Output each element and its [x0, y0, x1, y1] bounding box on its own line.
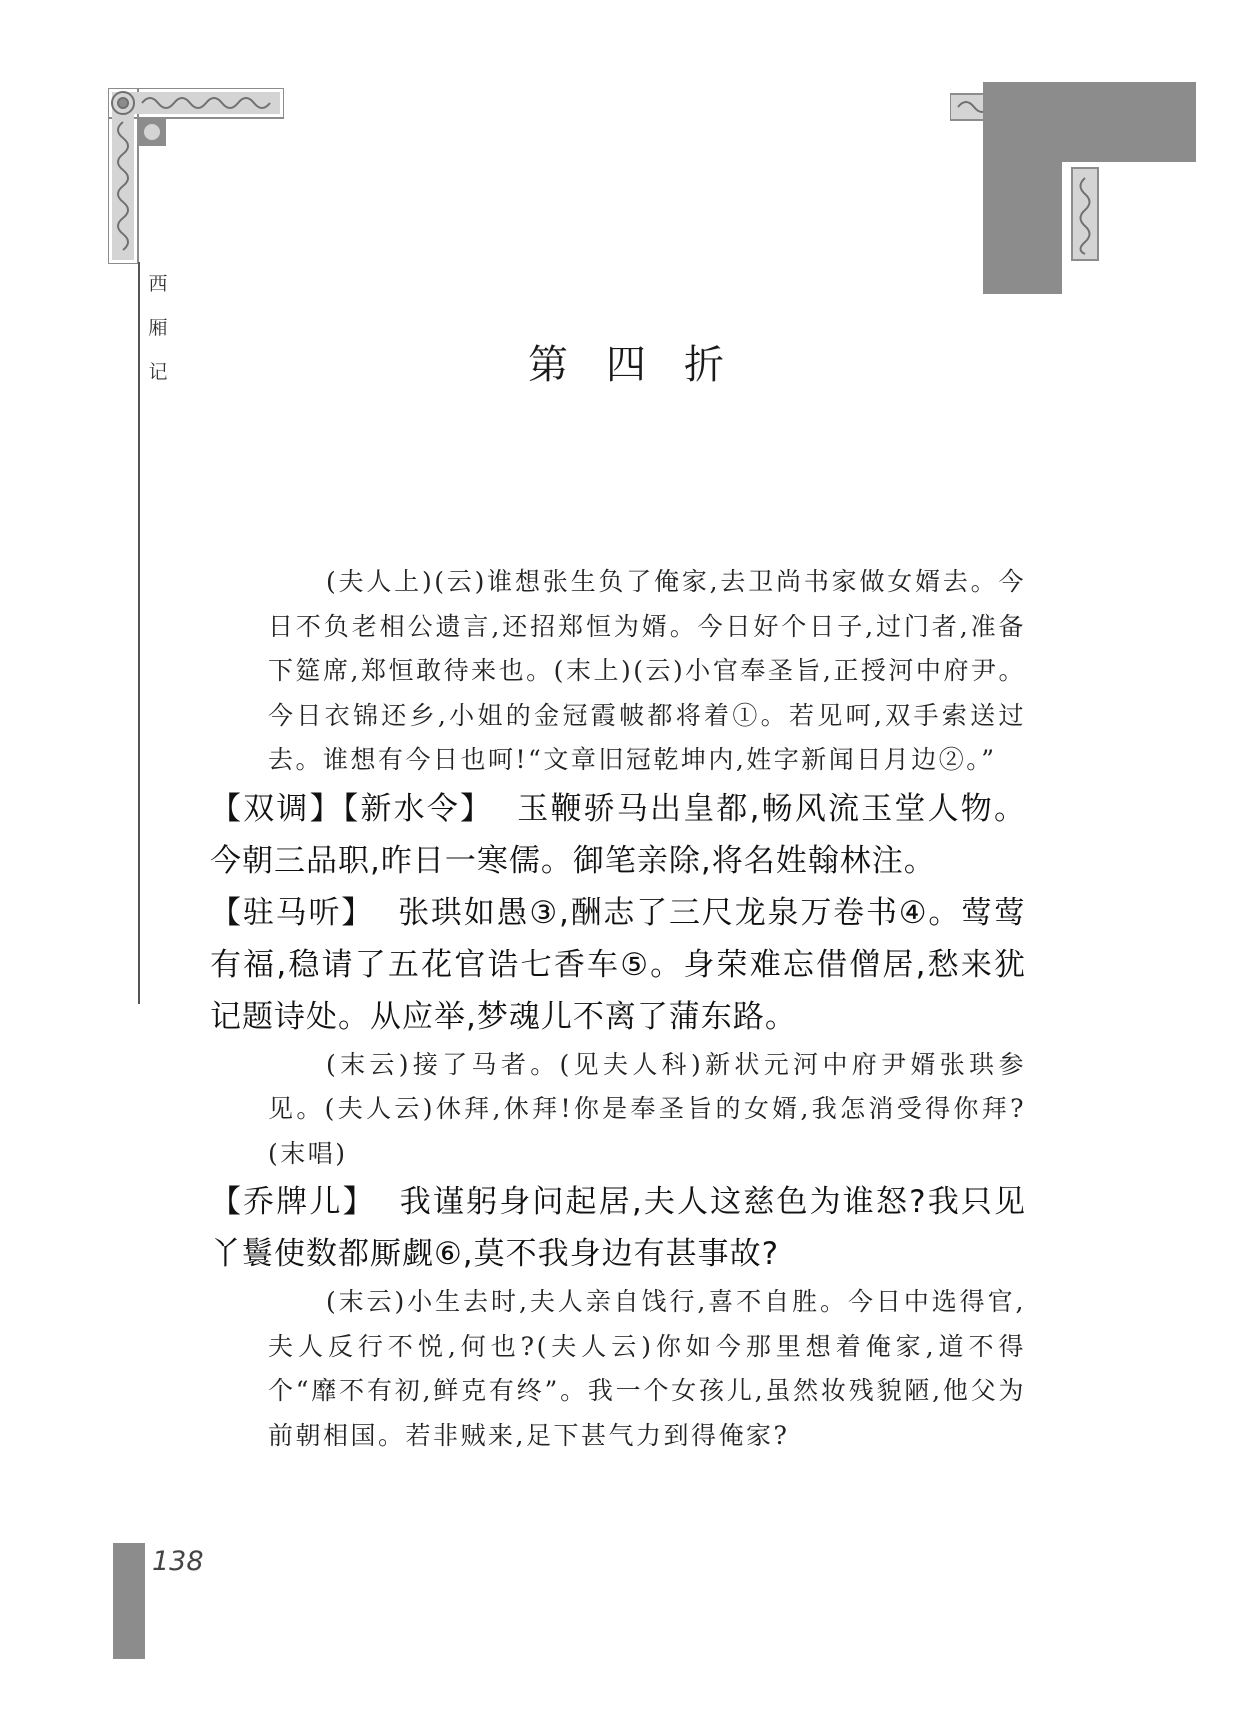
lyric-text: 张珙如愚③,酬志了三尺龙泉万卷书④。莺莺有福,稳请了五花官诰七香车⑤。身荣难忘借僧居,愁来犹记题诗处。从应举,梦魂儿不离了蒲东路。 [210, 894, 1026, 1035]
chapter-title: 第四折 [528, 341, 762, 388]
dialogue-paragraph: (夫人上)(云)谁想张生负了俺家,去卫尚书家做女婿去。今日不负老相公遗言,还招郑恒为婿。今日好个日子,过门者,准备下筵席,郑恒敢待来也。(末上)(云)小官奉圣旨,正授河中府尹。今日衣锦还乡,小姐的金冠霞帔都将着①。若见呵,双手索送过去。谁想有今日也呵!“文章旧冠乾坤内,姓字新闻日月边②。” [268, 567, 1026, 774]
running-header-char: 厢 [148, 317, 168, 339]
tune-name: 【双调】【新水令】 [210, 790, 494, 827]
running-header-char: 西 [148, 273, 168, 295]
lyric-text: 玉鞭骄马出皇都,畅风流玉堂人物。今朝三品职,昨日一寒儒。御笔亲除,将名姓翰林注。 [210, 790, 1027, 879]
song-paragraph [210, 1176, 1026, 1280]
page-number-block [113, 1543, 145, 1659]
main-text [210, 560, 1026, 1458]
song-paragraph [210, 783, 1026, 887]
top-right-block-vertical [983, 82, 1062, 294]
dialogue-paragraph: (末云)接了马者。(见夫人科)新状元河中府尹婿张珙参见。(夫人云)休拜,休拜!你是奉圣旨的女婿,我怎消受得你拜?(末唱) [268, 1049, 1026, 1168]
page-number: 138 [152, 1546, 204, 1577]
dialogue-paragraph: (末云)小生去时,夫人亲自饯行,喜不自胜。今日中选得官,夫人反行不悦,何也?(夫人云)你如今那里想着俺家,道不得个“靡不有初,鲜克有终”。我一个女孩儿,虽然妆残貌陋,他父为前朝相国。若非贼来,足下甚气力到得俺家? [268, 1287, 1026, 1450]
song-paragraph [210, 887, 1026, 1043]
running-header-char: 记 [148, 361, 168, 383]
corner-ornament-top-left-icon [108, 88, 284, 264]
lyric-text: 我谨躬身问起居,夫人这慈色为谁怒?我只见丫鬟使数都厮觑⑥,莫不我身边有甚事故? [210, 1184, 1027, 1272]
tune-name: 【乔牌儿】 [210, 1184, 376, 1220]
tune-name: 【驻马听】 [210, 894, 375, 931]
